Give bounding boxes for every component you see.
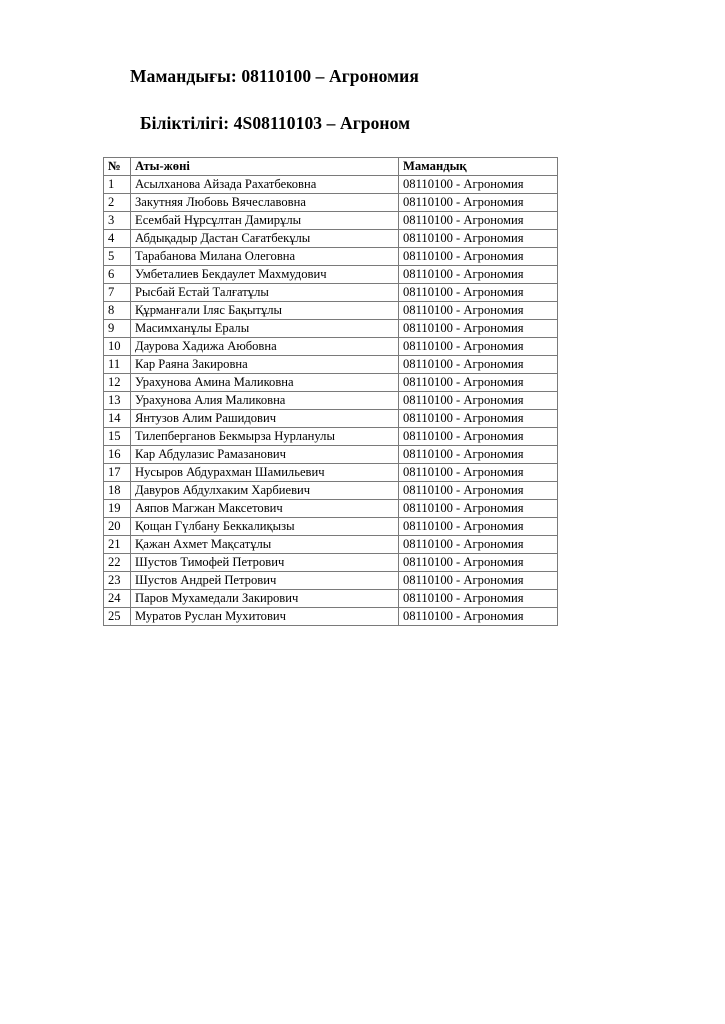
student-table bbox=[103, 157, 558, 626]
student-specialty: 08110100 - Агрономия bbox=[399, 410, 558, 428]
table-row bbox=[104, 554, 558, 572]
student-name: Шустов Тимофей Петрович bbox=[131, 554, 399, 572]
student-name: Рысбай Естай Талғатұлы bbox=[131, 284, 399, 302]
table-row bbox=[104, 266, 558, 284]
student-name: Кар Раяна Закировна bbox=[131, 356, 399, 374]
table-row bbox=[104, 374, 558, 392]
student-name: Тилепберганов Бекмырза Нурланулы bbox=[131, 428, 399, 446]
student-name: Кар Абдулазис Рамазанович bbox=[131, 446, 399, 464]
student-name: Құрманғали Іляс Бақытұлы bbox=[131, 302, 399, 320]
row-number: 11 bbox=[104, 356, 131, 374]
student-specialty: 08110100 - Агрономия bbox=[399, 590, 558, 608]
table-row bbox=[104, 320, 558, 338]
row-number: 14 bbox=[104, 410, 131, 428]
student-name: Паров Мухамедали Закирович bbox=[131, 590, 399, 608]
row-number: 21 bbox=[104, 536, 131, 554]
table-body bbox=[104, 176, 558, 626]
student-specialty: 08110100 - Агрономия bbox=[399, 284, 558, 302]
table-row bbox=[104, 194, 558, 212]
student-name: Шустов Андрей Петрович bbox=[131, 572, 399, 590]
row-number: 24 bbox=[104, 590, 131, 608]
table-row bbox=[104, 446, 558, 464]
table-row bbox=[104, 428, 558, 446]
row-number: 1 bbox=[104, 176, 131, 194]
table-row bbox=[104, 248, 558, 266]
table-row bbox=[104, 338, 558, 356]
table-row bbox=[104, 536, 558, 554]
heading-specialty: Мамандығы: 08110100 – Агрономия bbox=[130, 66, 419, 86]
student-name: Абдықадыр Дастан Сағатбекұлы bbox=[131, 230, 399, 248]
student-specialty: 08110100 - Агрономия bbox=[399, 518, 558, 536]
table-row bbox=[104, 518, 558, 536]
student-name: Қощан Гүлбану Беккалиқызы bbox=[131, 518, 399, 536]
student-specialty: 08110100 - Агрономия bbox=[399, 302, 558, 320]
column-header-specialty: Мамандық bbox=[399, 158, 558, 176]
student-specialty: 08110100 - Агрономия bbox=[399, 464, 558, 482]
student-specialty: 08110100 - Агрономия bbox=[399, 428, 558, 446]
row-number: 5 bbox=[104, 248, 131, 266]
student-name: Даурова Хадижа Аюбовна bbox=[131, 338, 399, 356]
student-specialty: 08110100 - Агрономия bbox=[399, 176, 558, 194]
table-row bbox=[104, 500, 558, 518]
row-number: 13 bbox=[104, 392, 131, 410]
table-row bbox=[104, 590, 558, 608]
student-specialty: 08110100 - Агрономия bbox=[399, 446, 558, 464]
row-number: 10 bbox=[104, 338, 131, 356]
student-name: Есембай Нұрсұлтан Дамирұлы bbox=[131, 212, 399, 230]
student-name: Аяпов Магжан Максетович bbox=[131, 500, 399, 518]
row-number: 8 bbox=[104, 302, 131, 320]
table-row bbox=[104, 212, 558, 230]
row-number: 20 bbox=[104, 518, 131, 536]
student-name: Асылханова Айзада Рахатбековна bbox=[131, 176, 399, 194]
student-specialty: 08110100 - Агрономия bbox=[399, 266, 558, 284]
student-name: Янтузов Алим Рашидович bbox=[131, 410, 399, 428]
student-specialty: 08110100 - Агрономия bbox=[399, 374, 558, 392]
student-specialty: 08110100 - Агрономия bbox=[399, 338, 558, 356]
row-number: 17 bbox=[104, 464, 131, 482]
student-specialty: 08110100 - Агрономия bbox=[399, 500, 558, 518]
row-number: 7 bbox=[104, 284, 131, 302]
student-name: Нусыров Абдурахман Шамильевич bbox=[131, 464, 399, 482]
heading-qualification: Біліктілігі: 4S08110103 – Агроном bbox=[140, 113, 411, 133]
row-number: 15 bbox=[104, 428, 131, 446]
table-row bbox=[104, 230, 558, 248]
row-number: 19 bbox=[104, 500, 131, 518]
student-specialty: 08110100 - Агрономия bbox=[399, 356, 558, 374]
student-name: Умбеталиев Бекдаулет Махмудович bbox=[131, 266, 399, 284]
table-row bbox=[104, 356, 558, 374]
row-number: 25 bbox=[104, 608, 131, 626]
student-name: Урахунова Амина Маликовна bbox=[131, 374, 399, 392]
student-specialty: 08110100 - Агрономия bbox=[399, 536, 558, 554]
table-row bbox=[104, 392, 558, 410]
table-row bbox=[104, 608, 558, 626]
student-specialty: 08110100 - Агрономия bbox=[399, 608, 558, 626]
student-name: Қажан Ахмет Мақсатұлы bbox=[131, 536, 399, 554]
row-number: 12 bbox=[104, 374, 131, 392]
student-specialty: 08110100 - Агрономия bbox=[399, 248, 558, 266]
row-number: 9 bbox=[104, 320, 131, 338]
row-number: 4 bbox=[104, 230, 131, 248]
row-number: 6 bbox=[104, 266, 131, 284]
table-header-row bbox=[104, 158, 558, 176]
student-name: Закутняя Любовь Вячеславовна bbox=[131, 194, 399, 212]
student-name: Муратов Руслан Мухитович bbox=[131, 608, 399, 626]
student-specialty: 08110100 - Агрономия bbox=[399, 194, 558, 212]
table-row bbox=[104, 482, 558, 500]
student-name: Тарабанова Милана Олеговна bbox=[131, 248, 399, 266]
column-header-number: № bbox=[104, 158, 131, 176]
table-row bbox=[104, 410, 558, 428]
row-number: 16 bbox=[104, 446, 131, 464]
row-number: 2 bbox=[104, 194, 131, 212]
student-name: Давуров Абдулхаким Харбиевич bbox=[131, 482, 399, 500]
table-row bbox=[104, 464, 558, 482]
table-row bbox=[104, 302, 558, 320]
student-specialty: 08110100 - Агрономия bbox=[399, 482, 558, 500]
table-row bbox=[104, 176, 558, 194]
student-specialty: 08110100 - Агрономия bbox=[399, 392, 558, 410]
row-number: 18 bbox=[104, 482, 131, 500]
table-row bbox=[104, 284, 558, 302]
student-specialty: 08110100 - Агрономия bbox=[399, 230, 558, 248]
student-specialty: 08110100 - Агрономия bbox=[399, 554, 558, 572]
column-header-name: Аты-жөні bbox=[131, 158, 399, 176]
table-row bbox=[104, 572, 558, 590]
row-number: 3 bbox=[104, 212, 131, 230]
student-name: Масимханұлы Ералы bbox=[131, 320, 399, 338]
student-specialty: 08110100 - Агрономия bbox=[399, 320, 558, 338]
student-specialty: 08110100 - Агрономия bbox=[399, 212, 558, 230]
row-number: 22 bbox=[104, 554, 131, 572]
student-name: Урахунова Алия Маликовна bbox=[131, 392, 399, 410]
student-specialty: 08110100 - Агрономия bbox=[399, 572, 558, 590]
row-number: 23 bbox=[104, 572, 131, 590]
